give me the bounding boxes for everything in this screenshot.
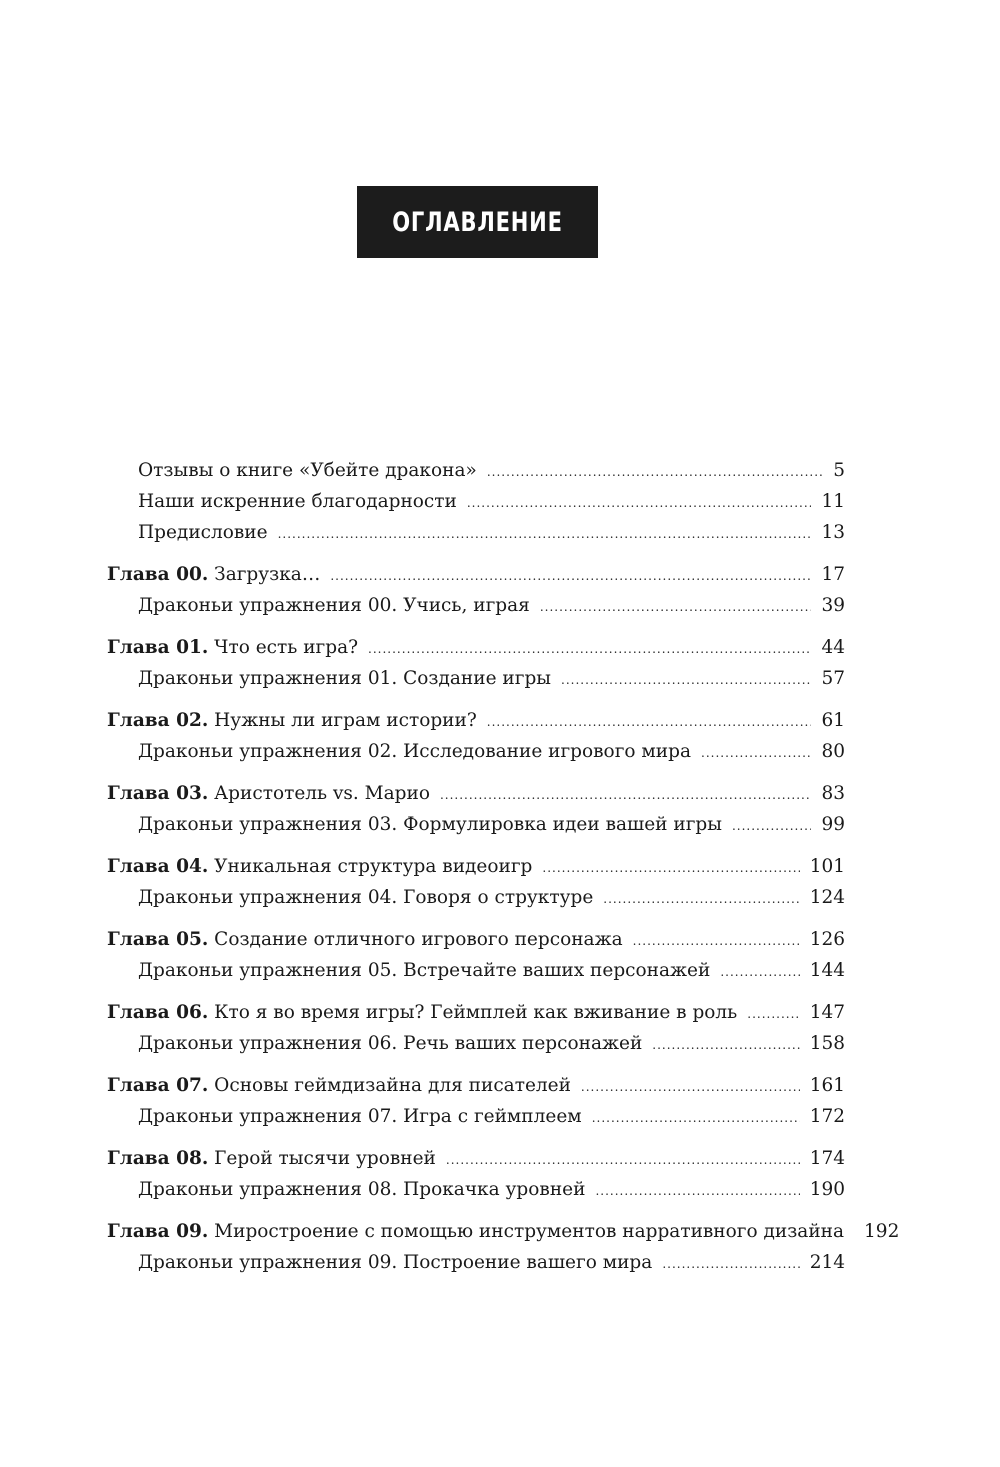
toc-chapter-entry[interactable] xyxy=(107,778,845,809)
toc-chapter-entry[interactable] xyxy=(107,559,845,590)
toc-entry-title: Драконьи упражнения 02. Исследование игрового мира xyxy=(138,741,692,762)
toc-page-number: 83 xyxy=(821,783,845,804)
toc-leader-dots xyxy=(701,738,811,769)
toc-entry-label xyxy=(107,1143,436,1174)
toc-page-number: 147 xyxy=(809,1002,845,1023)
toc-leader-dots xyxy=(278,519,812,550)
toc-page-number: 126 xyxy=(809,929,845,950)
toc-chapter-number: Глава 01. xyxy=(107,637,209,658)
toc-entry-title: Драконьи упражнения 08. Прокачка уровней xyxy=(138,1179,586,1200)
toc-leader-dots xyxy=(542,853,799,884)
toc-page-number: 11 xyxy=(821,491,845,512)
toc-entry-label xyxy=(138,809,722,840)
toc-group xyxy=(107,778,845,840)
toc-chapter-entry[interactable] xyxy=(107,1070,845,1101)
toc-subentry[interactable] xyxy=(107,663,845,694)
toc-subentry[interactable] xyxy=(107,1101,845,1132)
toc-chapter-entry[interactable] xyxy=(107,1143,845,1174)
toc-page-number: 13 xyxy=(821,522,845,543)
toc-leader-dots xyxy=(487,457,823,488)
toc-subentry[interactable] xyxy=(107,1247,845,1278)
toc-entry-title: Драконьи упражнения 01. Создание игры xyxy=(138,668,552,689)
toc-entry-title: Кто я во время игры? Геймплей как вживание в роль xyxy=(214,1002,738,1023)
toc-entry-label xyxy=(107,851,532,882)
toc-entry-label xyxy=(107,632,358,663)
toc-subentry[interactable] xyxy=(107,955,845,986)
toc-entry-title: Нужны ли играм истории? xyxy=(214,710,477,731)
toc-entry-label xyxy=(138,486,457,517)
toc-leader-dots xyxy=(747,999,799,1030)
toc-chapter-entry[interactable] xyxy=(107,851,845,882)
toc-leader-dots xyxy=(592,1103,800,1134)
toc-entry-title: Драконьи упражнения 00. Учись, играя xyxy=(138,595,530,616)
toc-page-number: 190 xyxy=(809,1179,845,1200)
toc-chapter-number: Глава 00. xyxy=(107,564,209,585)
toc-entry-title: Создание отличного игрового персонажа xyxy=(214,929,623,950)
toc-chapter-number: Глава 08. xyxy=(107,1148,209,1169)
toc-entry-title: Наши искренние благодарности xyxy=(138,491,457,512)
toc-entry-title: Драконьи упражнения 03. Формулировка идеи вашей игры xyxy=(138,814,722,835)
toc-page-number: 101 xyxy=(809,856,845,877)
toc-chapter-number: Глава 06. xyxy=(107,1002,209,1023)
toc-entry-label xyxy=(138,590,530,621)
toc-chapter-number: Глава 04. xyxy=(107,856,209,877)
toc-entry-title: Загрузка… xyxy=(214,564,321,585)
toc-entry-title: Аристотель vs. Марио xyxy=(214,783,430,804)
toc-entry-label xyxy=(138,1028,642,1059)
page-title: ОГЛАВЛЕНИЕ xyxy=(392,207,563,238)
toc-group xyxy=(107,1070,845,1132)
toc-group xyxy=(107,924,845,986)
toc-chapter-entry[interactable] xyxy=(107,1216,900,1247)
toc-chapter-entry[interactable] xyxy=(107,924,845,955)
toc-entry-label xyxy=(138,882,593,913)
toc-entry-title: Основы геймдизайна для писателей xyxy=(214,1075,571,1096)
toc-entry-label xyxy=(107,1216,844,1247)
toc-entry-label xyxy=(138,663,551,694)
toc-page-number: 61 xyxy=(821,710,845,731)
toc-subentry[interactable] xyxy=(107,809,845,840)
toc-leader-dots xyxy=(595,1176,799,1207)
toc-chapter-number: Глава 07. xyxy=(107,1075,209,1096)
toc-group xyxy=(107,1143,845,1205)
toc-leader-dots xyxy=(487,707,812,738)
toc-chapter-number: Глава 03. xyxy=(107,783,209,804)
toc-entry-title: Драконьи упражнения 07. Игра с геймплеем xyxy=(138,1106,582,1127)
toc-entry-label xyxy=(107,924,623,955)
toc-entry-label xyxy=(138,955,710,986)
toc-entry-label xyxy=(107,1070,571,1101)
toc-leader-dots xyxy=(467,488,812,519)
toc-leader-dots xyxy=(732,811,811,842)
toc-page-number: 172 xyxy=(809,1106,845,1127)
toc-subentry[interactable] xyxy=(107,1174,845,1205)
toc-subentry[interactable] xyxy=(107,486,845,517)
toc-leader-dots xyxy=(662,1249,799,1280)
toc-leader-dots xyxy=(368,634,811,665)
toc-entry-title: Что есть игра? xyxy=(214,637,359,658)
toc-leader-dots xyxy=(633,926,800,957)
toc-entry-label xyxy=(107,997,737,1028)
toc-group xyxy=(107,632,845,694)
banner-right-wing xyxy=(574,204,598,240)
toc-entry-title: Герой тысячи уровней xyxy=(214,1148,436,1169)
toc-leader-dots xyxy=(440,780,811,811)
toc-leader-dots xyxy=(446,1145,800,1176)
toc-leader-dots xyxy=(540,592,812,623)
toc-page-number: 80 xyxy=(821,741,845,762)
toc-page-number: 57 xyxy=(821,668,845,689)
toc-page-number: 5 xyxy=(833,460,845,481)
toc-entry-label xyxy=(138,1247,652,1278)
toc-page-number: 17 xyxy=(821,564,845,585)
toc-leader-dots xyxy=(330,561,811,592)
toc-entry-title: Предисловие xyxy=(138,522,268,543)
toc-page-number: 214 xyxy=(809,1252,845,1273)
toc-entry-label xyxy=(107,559,320,590)
toc-group xyxy=(107,559,845,621)
toc-entry-title: Миростроение с помощью инструментов нарративного дизайна xyxy=(214,1221,845,1242)
toc-page-number: 99 xyxy=(821,814,845,835)
toc-group xyxy=(107,997,845,1059)
toc-leader-dots xyxy=(720,957,799,988)
toc-chapter-entry[interactable] xyxy=(107,997,845,1028)
toc-entry-label xyxy=(138,1101,582,1132)
toc-page-number: 192 xyxy=(864,1221,900,1242)
toc-page-number: 124 xyxy=(809,887,845,908)
toc-page-number: 144 xyxy=(809,960,845,981)
toc-leader-dots xyxy=(581,1072,800,1103)
toc-entry-title: Отзывы о книге «Убейте дракона» xyxy=(138,460,477,481)
toc-entry-title: Драконьи упражнения 09. Построение вашего мира xyxy=(138,1252,653,1273)
toc-entry-title: Драконьи упражнения 04. Говоря о структуре xyxy=(138,887,594,908)
toc-chapter-entry[interactable] xyxy=(107,705,845,736)
toc-entry-label xyxy=(138,455,477,486)
toc-subentry[interactable] xyxy=(107,882,845,913)
toc-entry-title: Уникальная структура видеоигр xyxy=(214,856,533,877)
toc-entry-label xyxy=(138,1174,585,1205)
toc-entry-label xyxy=(138,736,691,767)
toc-page-number: 174 xyxy=(809,1148,845,1169)
toc-page-number: 44 xyxy=(821,637,845,658)
toc-group xyxy=(107,705,845,767)
toc-leader-dots xyxy=(652,1030,799,1061)
toc-chapter-number: Глава 05. xyxy=(107,929,209,950)
toc-chapter-number: Глава 09. xyxy=(107,1221,209,1242)
toc-entry-title: Драконьи упражнения 05. Встречайте ваших персонажей xyxy=(138,960,711,981)
toc-entry-label xyxy=(138,517,268,548)
toc-page-number: 161 xyxy=(809,1075,845,1096)
toc-entry-label xyxy=(107,705,477,736)
toc-leader-dots xyxy=(603,884,799,915)
toc-subentry[interactable] xyxy=(107,736,845,767)
toc-entry-title: Драконьи упражнения 06. Речь ваших персонажей xyxy=(138,1033,643,1054)
toc-page-number: 158 xyxy=(809,1033,845,1054)
toc-chapter-number: Глава 02. xyxy=(107,710,209,731)
toc-subentry[interactable] xyxy=(107,590,845,621)
toc-subentry[interactable] xyxy=(107,517,845,548)
toc-chapter-entry[interactable] xyxy=(107,632,845,663)
toc-entry-label xyxy=(107,778,430,809)
toc-leader-dots xyxy=(561,665,811,696)
toc-page-number: 39 xyxy=(821,595,845,616)
table-of-contents xyxy=(107,455,900,1289)
toc-group xyxy=(107,1216,900,1278)
title-banner xyxy=(357,186,598,258)
toc-group xyxy=(107,455,845,548)
toc-group xyxy=(107,851,845,913)
toc-subentry[interactable] xyxy=(107,455,845,486)
toc-subentry[interactable] xyxy=(107,1028,845,1059)
